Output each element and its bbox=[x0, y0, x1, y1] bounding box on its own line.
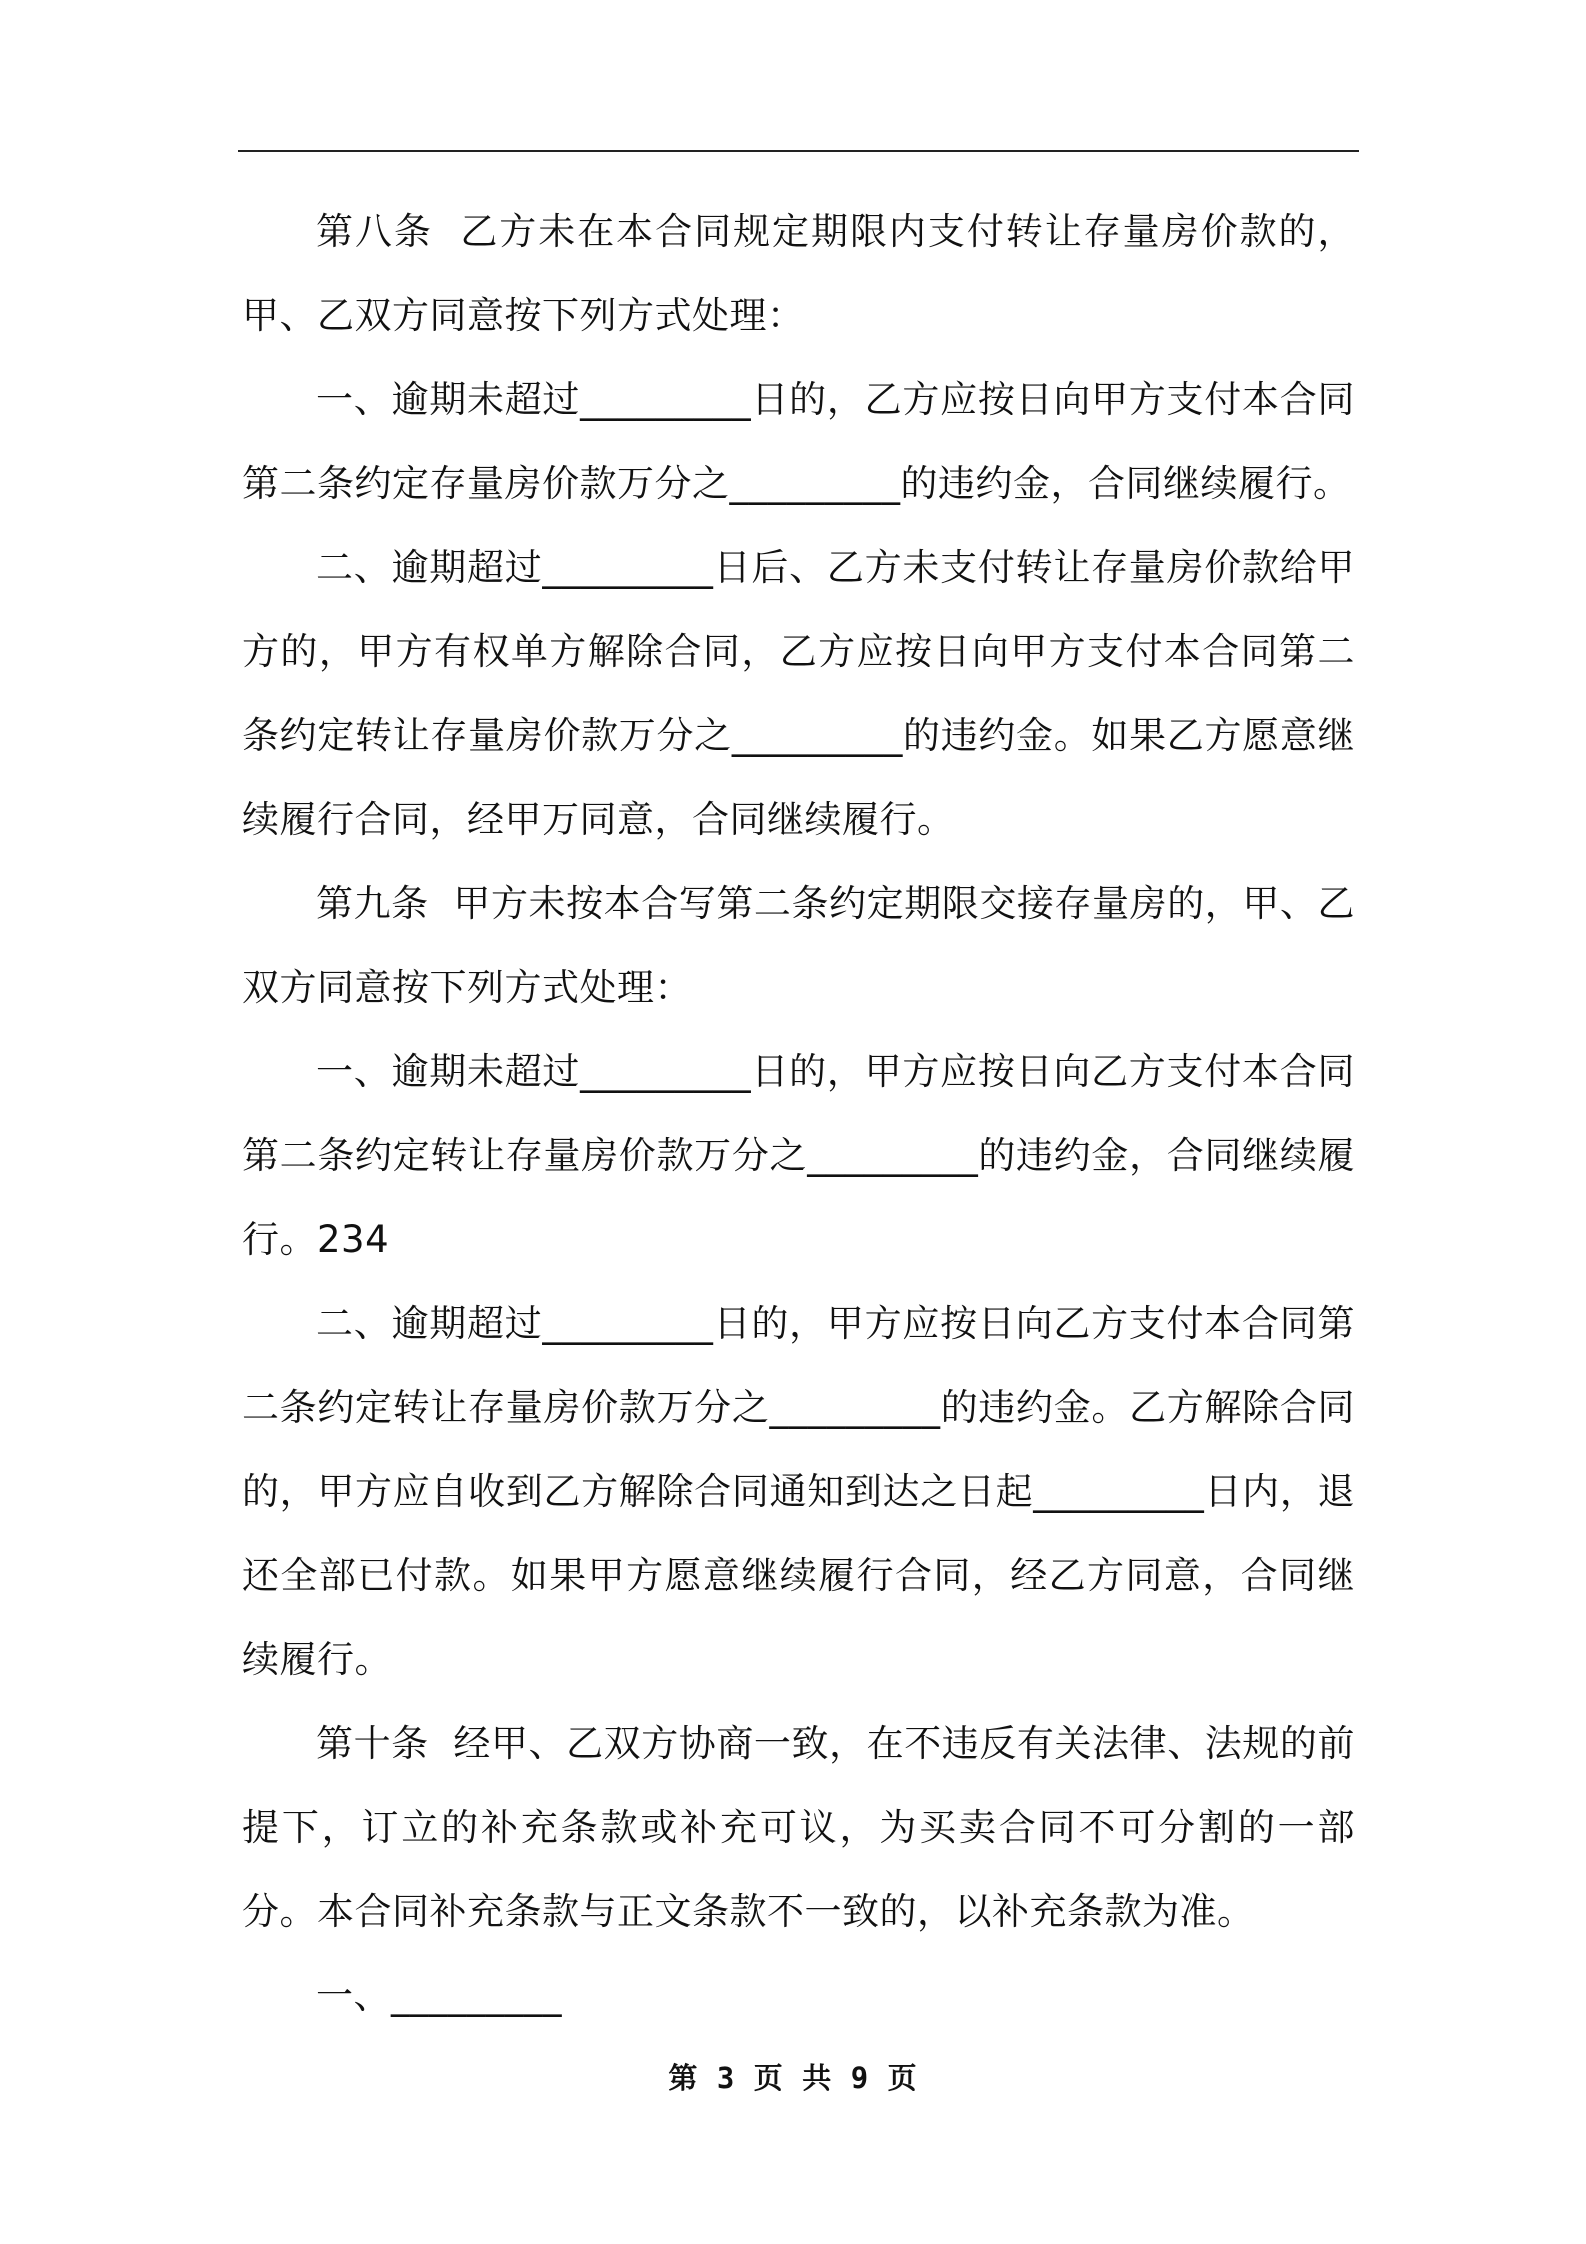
article-10-clause-1: 一、_________ bbox=[316, 1974, 562, 2017]
article-9-clause-1: 一、逾期未超过_________日的，甲方应按日向乙方支付本合同第二条约定转让存量房价款万分之_________的违约金，合同继续履行。234 bbox=[242, 1050, 1355, 1261]
article-8-paragraph: 第八条 乙方未在本合同规定期限内支付转让存量房价款的，甲、乙双方同意按下列方式处理： bbox=[242, 210, 1355, 337]
page-number-footer: 第 3 页 共 9 页 bbox=[668, 2061, 918, 2095]
article-8-clause-2: 二、逾期超过_________日后、乙方未支付转让存量房价款给甲方的，甲方有权单方解除合同，乙方应按日向甲方支付本合同第二条约定转让存量房价款万分之_________的违约金。如果乙方愿意继续履行合同，经甲万同意，合同继续履行。 bbox=[242, 546, 1355, 841]
article-8-clause-1: 一、逾期未超过_________日的，乙方应按日向甲方支付本合同第二条约定存量房价款万分之_________的违约金，合同继续履行。 bbox=[242, 378, 1355, 505]
article-9-paragraph: 第九条 甲方未按本合写第二条约定期限交接存量房的，甲、乙双方同意按下列方式处理： bbox=[242, 882, 1355, 1009]
article-10-paragraph: 第十条 经甲、乙双方协商一致，在不违反有关法律、法规的前提下，订立的补充条款或补充可议，为买卖合同不可分割的一部分。本合同补充条款与正文条款不一致的，以补充条款为准。 bbox=[242, 1722, 1355, 1933]
header-rule bbox=[238, 150, 1359, 152]
document-body bbox=[242, 190, 1355, 2038]
article-9-clause-2: 二、逾期超过_________日的，甲方应按日向乙方支付本合同第二条约定转让存量房价款万分之_________的违约金。乙方解除合同的，甲方应自收到乙方解除合同通知到达之日起_________日内，退还全部已付款。如果甲方愿意继续履行合同，经乙方同意，合同继续履行。 bbox=[242, 1302, 1355, 1681]
